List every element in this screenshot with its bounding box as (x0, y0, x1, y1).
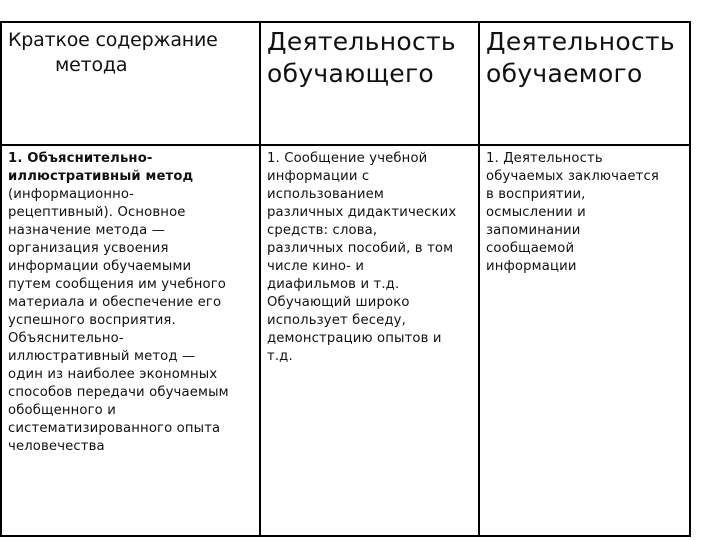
teacher-line: т.д. (267, 349, 293, 364)
description-line: человечества (8, 439, 105, 454)
teacher-line: различных пособий, в том (267, 241, 454, 256)
description-line: рецептивный). Основное (8, 205, 186, 220)
cell-method-summary (1, 145, 260, 536)
header-cell-learner (479, 22, 690, 145)
learner-line: обучаемых заключается (486, 169, 659, 184)
description-line: иллюстративный метод — (8, 349, 196, 364)
teacher-line: информации с (267, 169, 370, 184)
description-line: путем сообщения им учебного (8, 277, 227, 292)
methods-table (0, 21, 691, 537)
description-line: способов передачи обучаемым (8, 385, 229, 400)
header-cell-teacher (260, 22, 479, 145)
header-summary-line2: метода (55, 54, 128, 76)
table-row (1, 145, 690, 536)
learner-line: запоминании (486, 223, 581, 238)
description-line: материала и обеспечение его (8, 295, 222, 310)
teacher-line: использует беседу, (267, 313, 406, 328)
teacher-line: Обучающий широко (267, 295, 410, 310)
header-learner-line2: обучаемого (486, 59, 643, 88)
header-teacher-line1: Деятельность (267, 27, 456, 56)
description-line: систематизированного опыта (8, 421, 221, 436)
learner-line: сообщаемой (486, 241, 575, 256)
header-learner-line1: Деятельность (486, 27, 675, 56)
description-line: организация усвоения (8, 241, 169, 256)
description-line: назначение метода — (8, 223, 166, 238)
description-line: один из наиболее экономных (8, 367, 218, 382)
teacher-line: 1. Сообщение учебной (267, 151, 428, 166)
description-line: информации обучаемыми (8, 259, 192, 274)
teacher-line: средств: слова, (267, 223, 378, 238)
method-name-line1: 1. Объяснительно- (8, 151, 153, 166)
description-line: успешного восприятия. (8, 313, 176, 328)
description-line: Объяснительно- (8, 331, 124, 346)
learner-line: 1. Деятельность (486, 151, 603, 166)
table-header-row (1, 22, 690, 145)
cell-teacher-activity (260, 145, 479, 536)
teacher-line: демонстрацию опытов и (267, 331, 442, 346)
header-summary-line1: Краткое содержание (8, 29, 218, 51)
header-teacher-line2: обучающего (267, 59, 435, 88)
teacher-line: использованием (267, 187, 385, 202)
learner-line: информации (486, 259, 577, 274)
teacher-line: числе кино- и (267, 259, 365, 274)
teacher-line: различных дидактических (267, 205, 457, 220)
learner-line: в восприятии, (486, 187, 586, 202)
description-line: (информационно- (8, 187, 135, 202)
method-name-line2: иллюстративный метод (8, 169, 194, 184)
header-cell-summary (1, 22, 260, 145)
cell-learner-activity (479, 145, 690, 536)
description-line: обобщенного и (8, 403, 116, 418)
learner-line: осмыслении и (486, 205, 586, 220)
teacher-line: диафильмов и т.д. (267, 277, 400, 292)
